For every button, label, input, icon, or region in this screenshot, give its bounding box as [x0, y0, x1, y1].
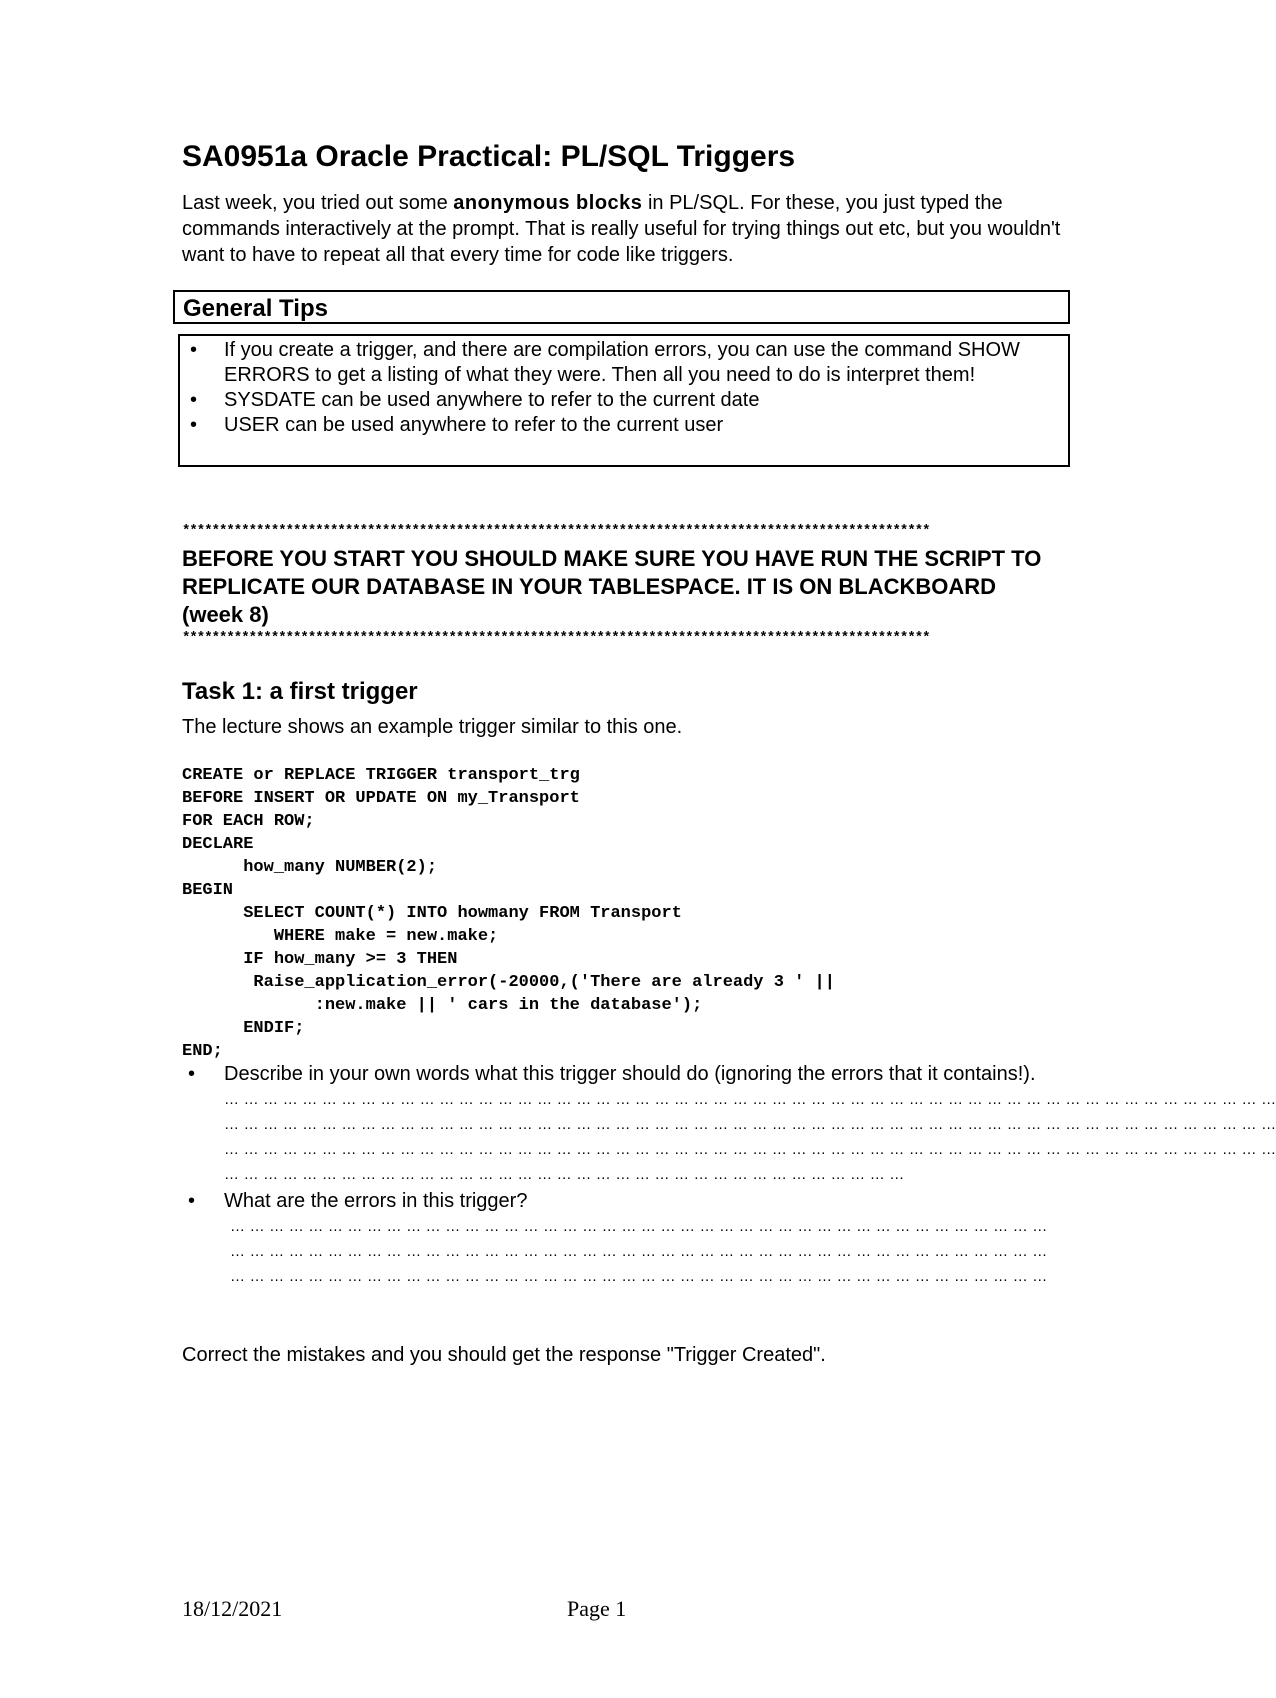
question-item	[182, 1189, 1062, 1289]
answer-line: … … … … … … … … … … … … … … … … … … … … … … … … … … … … … … … … … … … … … … … … … … … … … … … … … … … … … …	[224, 1091, 1276, 1108]
trigger-code-block: CREATE or REPLACE TRIGGER transport_trg BEFORE INSERT OR UPDATE ON my_Transport FOR EACH ROW; DECLARE how_many NUMBER(2); BEGIN SELECT COUNT(*) INTO howmany FROM Transport WHERE make = new.make; IF how_many >= 3 THEN Raise_application_error(-20000,('There are already 3 ' || :new.make || ' cars in the database'); ENDIF; END;	[182, 766, 835, 1061]
tips-heading: General Tips	[183, 295, 328, 322]
answer-line: … … … … … … … … … … … … … … … … … … … … … … … … … … … … … … … … … … … … … … … … … …	[230, 1218, 1048, 1235]
intro-text-1: Last week, you tried out some	[182, 192, 454, 214]
warning-notice: BEFORE YOU START YOU SHOULD MAKE SURE YOU HAVE RUN THE SCRIPT TO REPLICATE OUR DATABASE IN YOUR TABLESPACE. IT IS ON BLACKBOARD (week 8)	[182, 546, 1042, 627]
tips-heading-box	[173, 290, 1070, 324]
tip-item	[180, 338, 1068, 388]
task-intro: The lecture shows an example trigger similar to this one.	[182, 716, 683, 738]
task-heading: Task 1: a first trigger	[182, 678, 418, 705]
page-title: SA0951a Oracle Practical: PL/SQL Triggers	[182, 140, 796, 173]
answer-line: … … … … … … … … … … … … … … … … … … … … … … … … … … … … … … … … … … … … … … … … … … … … … … … … … … … … … …	[224, 1116, 1276, 1133]
tips-list-box	[178, 334, 1070, 467]
bullet-icon: •	[190, 389, 198, 411]
intro-paragraph	[182, 190, 1082, 268]
footer-page-number: Page 1	[567, 1596, 627, 1621]
question-text: What are the errors in this trigger?	[224, 1190, 528, 1212]
answer-line: … … … … … … … … … … … … … … … … … … … … … … … … … … … … … … … … … … …	[224, 1166, 905, 1183]
tips-list	[180, 336, 1068, 438]
closing-instruction: Correct the mistakes and you should get the response "Trigger Created".	[182, 1344, 826, 1366]
answer-line: … … … … … … … … … … … … … … … … … … … … … … … … … … … … … … … … … … … … … … … … … … … … … … … … … … … … … …	[224, 1141, 1276, 1158]
question-text: Describe in your own words what this trigger should do (ignoring the errors that it contains!).	[224, 1063, 1036, 1085]
tip-item	[180, 388, 1068, 413]
question-list	[182, 1062, 1276, 1289]
question-item	[182, 1062, 1276, 1187]
bullet-icon: •	[188, 1063, 196, 1085]
answer-line: … … … … … … … … … … … … … … … … … … … … … … … … … … … … … … … … … … … … … … … … … …	[230, 1243, 1048, 1260]
tip-text: If you create a trigger, and there are compilation errors, you can use the command SHOW ERRORS to get a listing of what they were. Then all you need to do is interpret them!	[224, 339, 1020, 386]
answer-line: … … … … … … … … … … … … … … … … … … … … … … … … … … … … … … … … … … … … … … … … … …	[230, 1268, 1048, 1285]
bullet-icon: •	[190, 339, 198, 361]
tip-text: USER can be used anywhere to refer to the current user	[224, 414, 724, 436]
bullet-icon: •	[188, 1190, 196, 1212]
asterisk-divider-bottom: *****************************************************************************************************	[182, 630, 930, 646]
tip-item	[180, 413, 1068, 438]
intro-bold-term: anonymous blocks	[453, 192, 643, 214]
bullet-icon: •	[190, 414, 198, 436]
asterisk-divider-top: *****************************************************************************************************	[182, 523, 930, 539]
footer-date: 18/12/2021	[182, 1596, 283, 1621]
tip-text: SYSDATE can be used anywhere to refer to the current date	[224, 389, 760, 411]
intro-text-2: in PL/SQL. For these, you just typed the commands interactively at the prompt. That is really useful for trying things out etc, but you wouldn't want to have to repeat all that every time for code like triggers.	[182, 192, 1061, 266]
